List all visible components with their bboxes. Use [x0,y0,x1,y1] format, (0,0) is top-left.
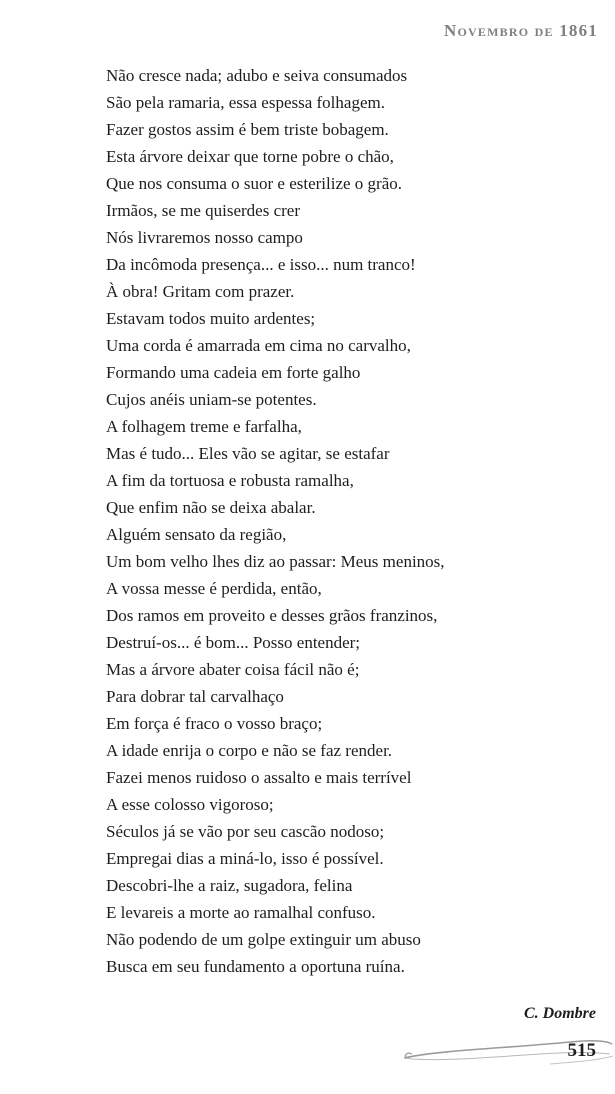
poem-line: Esta árvore deixar que torne pobre o chão, [106,147,394,166]
poem-line: Busca em seu fundamento a oportuna ruína. [106,957,405,976]
poem-body [106,62,606,980]
poem-line: A vossa messe é perdida, então, [106,579,322,598]
poem-line: Alguém sensato da região, [106,525,287,544]
poem-line: São pela ramaria, essa espessa folhagem. [106,93,385,112]
poem-line: A fim da tortuosa e robusta ramalha, [106,471,354,490]
poem-line: Fazer gostos assim é bem triste bobagem. [106,120,389,139]
poem-line: À obra! Gritam com prazer. [106,282,295,301]
poem-line: Em força é fraco o vosso braço; [106,714,323,733]
poem-line: Cujos anéis uniam-se potentes. [106,390,317,409]
poem-line: Fazei menos ruidoso o assalto e mais terrível [106,768,412,787]
page-number: 515 [567,1040,596,1061]
poem-line: Não cresce nada; adubo e seiva consumados [106,66,408,85]
poem-line: Séculos já se vão por seu cascão nodoso; [106,822,385,841]
poem-line: Que nos consuma o suor e esterilize o grão. [106,174,402,193]
poem-line: Não podendo de um golpe extinguir um abuso [106,930,421,949]
poem-line: Para dobrar tal carvalhaço [106,687,284,706]
poem-line: Estavam todos muito ardentes; [106,309,316,328]
poem-line: Destruí-os... é bom... Posso entender; [106,633,361,652]
running-header: Novembro de 1861 [444,21,598,40]
poem-line: Formando uma cadeia em forte galho [106,363,361,382]
poem-line: Mas é tudo... Eles vão se agitar, se estafar [106,444,390,463]
poem-line: Dos ramos em proveito e desses grãos franzinos, [106,606,438,625]
poem-line: Nós livraremos nosso campo [106,228,303,247]
poem-line: Irmãos, se me quiserdes crer [106,201,301,220]
poem-line: A folhagem treme e farfalha, [106,417,302,436]
poem-line: Da incômoda presença... e isso... num tranco! [106,255,416,274]
poem-line: Descobri-lhe a raiz, sugadora, felina [106,876,353,895]
poem-line: A esse colosso vigoroso; [106,795,274,814]
author-signature: C. Dombre [524,1005,596,1022]
poem-line: Mas a árvore abater coisa fácil não é; [106,660,360,679]
poem-line: Que enfim não se deixa abalar. [106,498,316,517]
poem-line: A idade enrija o corpo e não se faz render. [106,741,393,760]
poem-line: Uma corda é amarrada em cima no carvalho, [106,336,411,355]
poem-line: E levareis a morte ao ramalhal confuso. [106,903,376,922]
poem-line: Empregai dias a miná-lo, isso é possível. [106,849,384,868]
poem-line: Um bom velho lhes diz ao passar: Meus meninos, [106,552,445,571]
